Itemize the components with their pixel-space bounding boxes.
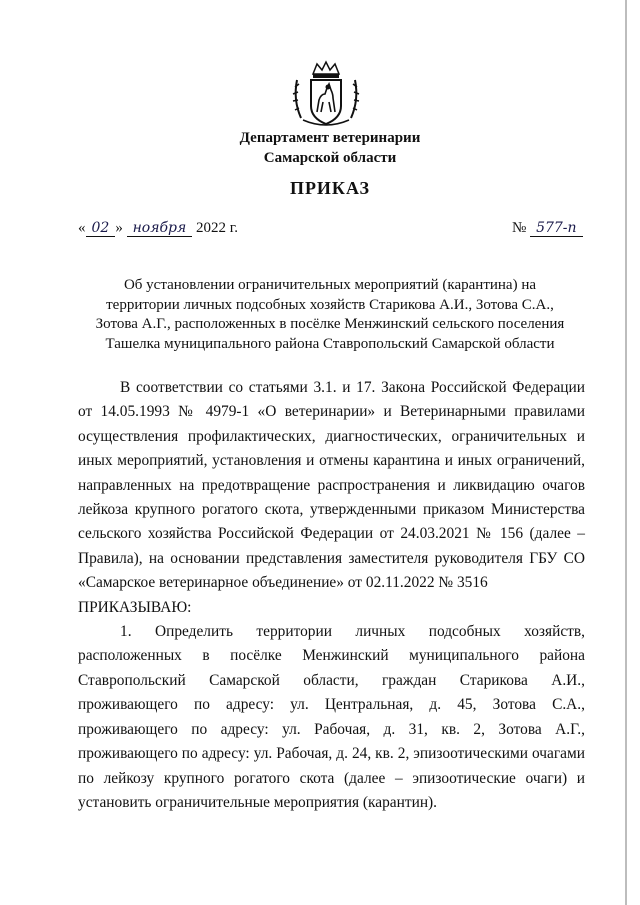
department-line-1: Департамент ветеринарии <box>239 130 421 146</box>
preamble-paragraph: В соответствии со статьями 3.1. и 17. Закона Российской Федерации от 14.05.1993 № 4979-1 «О ветеринарии» и Ветеринарными правилами осуществления профилактических, диагностических, ограничительных и иных мероприятий, установления и отмены карантина и иных ограничений, направленных на предотвращение распространения и ликвидацию очагов лейкоза крупного рогатого скота, утвержденными приказом Министерства сельского хозяйства Российской Федерации от 24.03.2021 № 156 (далее – Правила), на основании представления заместителя руководителя ГБУ СО «Самарское ветеринарное объединение» от 02.11.2022 № 3516 <box>78 379 585 592</box>
number-prefix: № <box>512 220 527 236</box>
date-year: 2022 г. <box>196 220 238 236</box>
number-value: 577-п <box>530 220 582 237</box>
coat-of-arms-icon <box>291 60 361 128</box>
item-1-paragraph: 1. Определить территории личных подсобных хозяйств, расположенных в посёлке Менжинский муниципального района Ставропольский Самарской области, граждан Старикова А.И., проживающего по адресу: ул. Центральная, д. 45, Зотова С.А., проживающего по адресу: ул. Рабочая, д. 31, кв. 2, Зотова А.Г., проживающего по адресу: ул. Рабочая, д. 24, кв. 2, эпизоотическими очагами по лейкозу крупного рогатого скота (далее – эпизоотические очаги) и установить ограничительные мероприятия (карантин). <box>78 623 585 811</box>
order-title: ПРИКАЗ <box>289 178 371 198</box>
date-close-quote: » <box>115 220 123 236</box>
date-open-quote: « <box>78 220 86 236</box>
department-name <box>0 128 640 168</box>
order-subject: Об установлении ограничительных мероприятий (карантина) на территории личных подсобных хозяйств Старикова А.И., Зотова С.А., Зотова А.Г., расположенных в посёлке Менжинский сельского поселения Ташелка муниципального района Ставропольский Самарской области <box>95 277 565 352</box>
order-body <box>78 376 585 815</box>
date-day: 02 <box>86 220 116 237</box>
order-date <box>78 220 238 237</box>
order-word: ПРИКАЗЫВАЮ: <box>78 598 192 616</box>
date-month: ноября <box>127 220 193 237</box>
department-line-2: Самарской области <box>263 150 397 166</box>
order-number <box>512 220 583 237</box>
